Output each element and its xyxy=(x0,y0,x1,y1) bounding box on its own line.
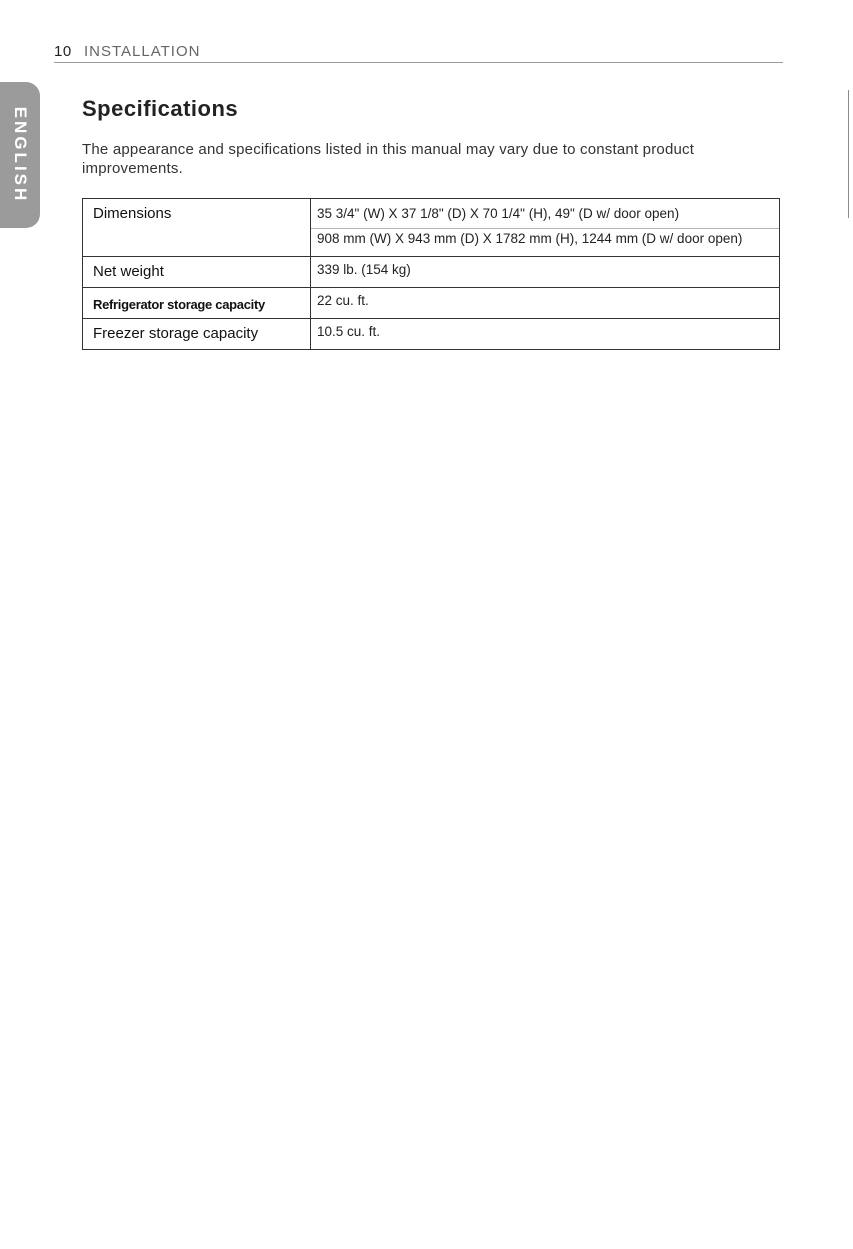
freezer-capacity-value: 10.5 cu. ft. xyxy=(311,319,780,350)
specifications-table xyxy=(82,198,780,350)
page-header xyxy=(54,42,783,63)
dimensions-label: Dimensions xyxy=(83,199,311,257)
freezer-capacity-label: Freezer storage capacity xyxy=(83,319,311,350)
intro-text: The appearance and specifications listed in this manual may vary due to constant product improvements. xyxy=(82,141,695,177)
section-name: INSTALLATION xyxy=(84,43,201,60)
refrigerator-capacity-label: Refrigerator storage capacity xyxy=(83,288,311,319)
margin-rule xyxy=(848,90,849,218)
language-tab xyxy=(0,82,40,228)
table-row-net-weight xyxy=(83,257,780,288)
net-weight-label: Net weight xyxy=(83,257,311,288)
language-tab-label: ENGLISH xyxy=(11,106,30,204)
refrigerator-capacity-value: 22 cu. ft. xyxy=(311,288,780,319)
page-title: Specifications xyxy=(82,96,239,121)
dimensions-imperial: 35 3/4" (W) X 37 1/8" (D) X 70 1/4" (H), 49" (D w/ door open) xyxy=(317,206,680,221)
table-row-refrigerator-capacity xyxy=(83,288,780,319)
dimensions-value xyxy=(311,199,780,257)
table-row-freezer-capacity xyxy=(83,319,780,350)
table-row-dimensions xyxy=(83,199,780,257)
net-weight-value: 339 lb. (154 kg) xyxy=(311,257,780,288)
dimensions-metric: 908 mm (W) X 943 mm (D) X 1782 mm (H), 1244 mm (D w/ door open) xyxy=(311,228,779,253)
page-number: 10 xyxy=(54,43,72,60)
